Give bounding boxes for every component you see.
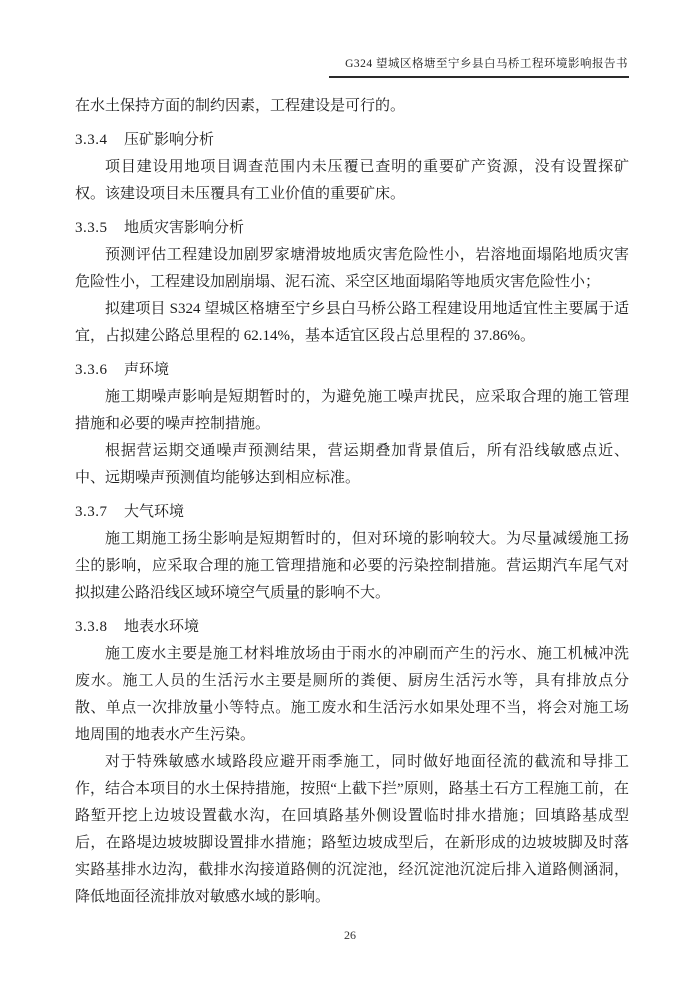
section-number: 3.3.5 bbox=[75, 220, 108, 236]
paragraph: 对于特殊敏感水域路段应避开雨季施工，同时做好地面径流的截流和导排工作，结合本项目的水土保持措施，按照“上截下拦”原则，路基土石方工程施工前，在路堑开挖上边坡设置截水沟，在回填路基外侧设置临时排水措施；回填路基成型后，在路堤边坡坡脚设置排水措施；路堑边坡成型后，在新形成的边坡坡脚及时落实路基排水边沟，截排水沟接道路侧的沉淀池，经沉淀池沉淀后排入道路侧涵洞，降低地面径流排放对敏感水域的影响。 bbox=[75, 754, 629, 905]
document-body bbox=[75, 93, 629, 911]
section-title: 声环境 bbox=[124, 362, 170, 378]
paragraph: 项目建设用地项目调查范围内未压覆已查明的重要矿产资源，没有设置探矿权。该建设项目未压覆具有工业价值的重要矿床。 bbox=[75, 159, 629, 202]
section-heading-3-3-7 bbox=[75, 499, 629, 526]
paragraph: 施工废水主要是施工材料堆放场由于雨水的冲刷而产生的污水、施工机械冲洗废水。施工人员的生活污水主要是厕所的粪便、厨房生活污水等，具有排放点分散、单点一次排放量小等特点。施工废水和生活污水如果处理不当，将会对施工场地周围的地表水产生污染。 bbox=[75, 646, 629, 743]
section-title: 压矿影响分析 bbox=[124, 132, 215, 148]
paragraph: 根据营运期交通噪声预测结果，营运期叠加背景值后，所有沿线敏感点近、中、远期噪声预测值均能够达到相应标准。 bbox=[75, 443, 629, 486]
paragraph: 施工期施工扬尘影响是短期暂时的，但对环境的影响较大。为尽量减缓施工扬尘的影响，应采取合理的施工管理措施和必要的污染控制措施。营运期汽车尾气对拟拟建公路沿线区域环境空气质量的影响不大。 bbox=[75, 531, 629, 601]
section-heading-3-3-8 bbox=[75, 614, 629, 641]
paragraph: 拟建项目 S324 望城区格塘至宁乡县白马桥公路工程建设用地适宜性主要属于适宜，占拟建公路总里程的 62.14%，基本适宜区段占总里程的 37.86%。 bbox=[75, 301, 629, 344]
page-footer bbox=[0, 928, 700, 943]
section-number: 3.3.4 bbox=[75, 132, 108, 148]
section-title: 地表水环境 bbox=[124, 619, 200, 635]
section-heading-3-3-5 bbox=[75, 215, 629, 242]
section-title: 地质灾害影响分析 bbox=[124, 220, 245, 236]
section-number: 3.3.6 bbox=[75, 362, 108, 378]
page-number: 26 bbox=[344, 928, 356, 942]
page-header bbox=[0, 0, 700, 78]
paragraph: 预测评估工程建设加剧罗家塘滑坡地质灾害危险性小，岩溶地面塌陷地质灾害危险性小，工程建设加剧崩塌、泥石流、采空区地面塌陷等地质灾害危险性小； bbox=[75, 247, 629, 290]
header-title: G324 望城区格塘至宁乡县白马桥工程环境影响报告书 bbox=[329, 57, 629, 78]
section-number: 3.3.8 bbox=[75, 619, 108, 635]
paragraph-continuation: 在水土保持方面的制约因素，工程建设是可行的。 bbox=[75, 98, 406, 114]
section-number: 3.3.7 bbox=[75, 504, 108, 520]
section-heading-3-3-4 bbox=[75, 127, 629, 154]
section-heading-3-3-6 bbox=[75, 357, 629, 384]
paragraph: 施工期噪声影响是短期暂时的，为避免施工噪声扰民，应采取合理的施工管理措施和必要的噪声控制措施。 bbox=[75, 389, 629, 432]
section-title: 大气环境 bbox=[124, 504, 185, 520]
